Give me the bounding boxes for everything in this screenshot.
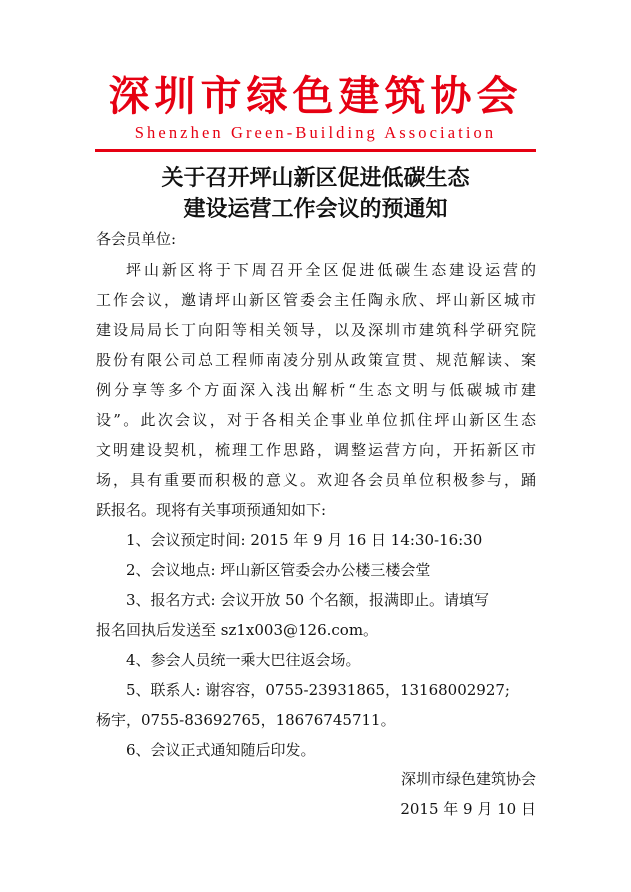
notice-item-time: 1、会议预定时间: 2015 年 9 月 16 日 14:30-16:30	[126, 531, 483, 549]
intro-line: 建设局局长丁向阳等相关领导，以及深圳市建筑科学研究院	[96, 321, 536, 339]
notice-item-registration-email: 报名回执后发送至 sz1x003@126.com。	[96, 621, 379, 639]
notice-item-contacts: 5、联系人: 谢容容，0755-23931865，13168002927;	[126, 681, 510, 699]
intro-line: 场，具有重要而积极的意义。欢迎各会员单位积极参与，踊	[96, 471, 536, 489]
notice-item-location: 2、会议地点: 坪山新区管委会办公楼三楼会堂	[126, 561, 431, 579]
intro-line: 例分享等多个方面深入浅出解析“生态文明与低碳城市建	[96, 381, 536, 399]
notice-item-registration: 3、报名方式: 会议开放 50 个名额，报满即止。请填写	[126, 591, 489, 609]
notice-item-transport: 4、参会人员统一乘大巴往返会场。	[126, 651, 361, 669]
intro-line: 工作会议，邀请坪山新区管委会主任陶永欣、坪山新区城市	[96, 291, 536, 309]
notice-item-formal-notice: 6、会议正式通知随后印发。	[126, 741, 316, 759]
letterhead-org-name: 深圳市绿色建筑协会	[108, 72, 523, 120]
signature-date: 2015 年 9 月 10 日	[400, 800, 536, 818]
letterhead-org-name-english: Shenzhen Green-Building Association	[134, 123, 497, 142]
document-title-line-2: 建设运营工作会议的预通知	[183, 197, 448, 222]
signature-org: 深圳市绿色建筑协会	[400, 770, 536, 788]
intro-line: 文明建设契机，梳理工作思路，调整运营方向，开拓新区市	[96, 441, 536, 459]
intro-line: 股份有限公司总工程师南凌分别从政策宣贯、规范解读、案	[96, 351, 536, 369]
intro-line: 坪山新区将于下周召开全区促进低碳生态建设运营的	[126, 261, 536, 279]
intro-line: 跃报名。现将有关事项预通知如下:	[96, 501, 327, 519]
salutation: 各会员单位:	[96, 230, 177, 248]
document-title-line-1: 关于召开坪山新区促进低碳生态	[161, 166, 470, 191]
intro-line: 设”。此次会议，对于各相关企事业单位抓住坪山新区生态	[96, 411, 536, 429]
notice-item-contacts-cont: 杨宇，0755-83692765，18676745711。	[96, 711, 396, 729]
letterhead-divider	[95, 149, 536, 152]
